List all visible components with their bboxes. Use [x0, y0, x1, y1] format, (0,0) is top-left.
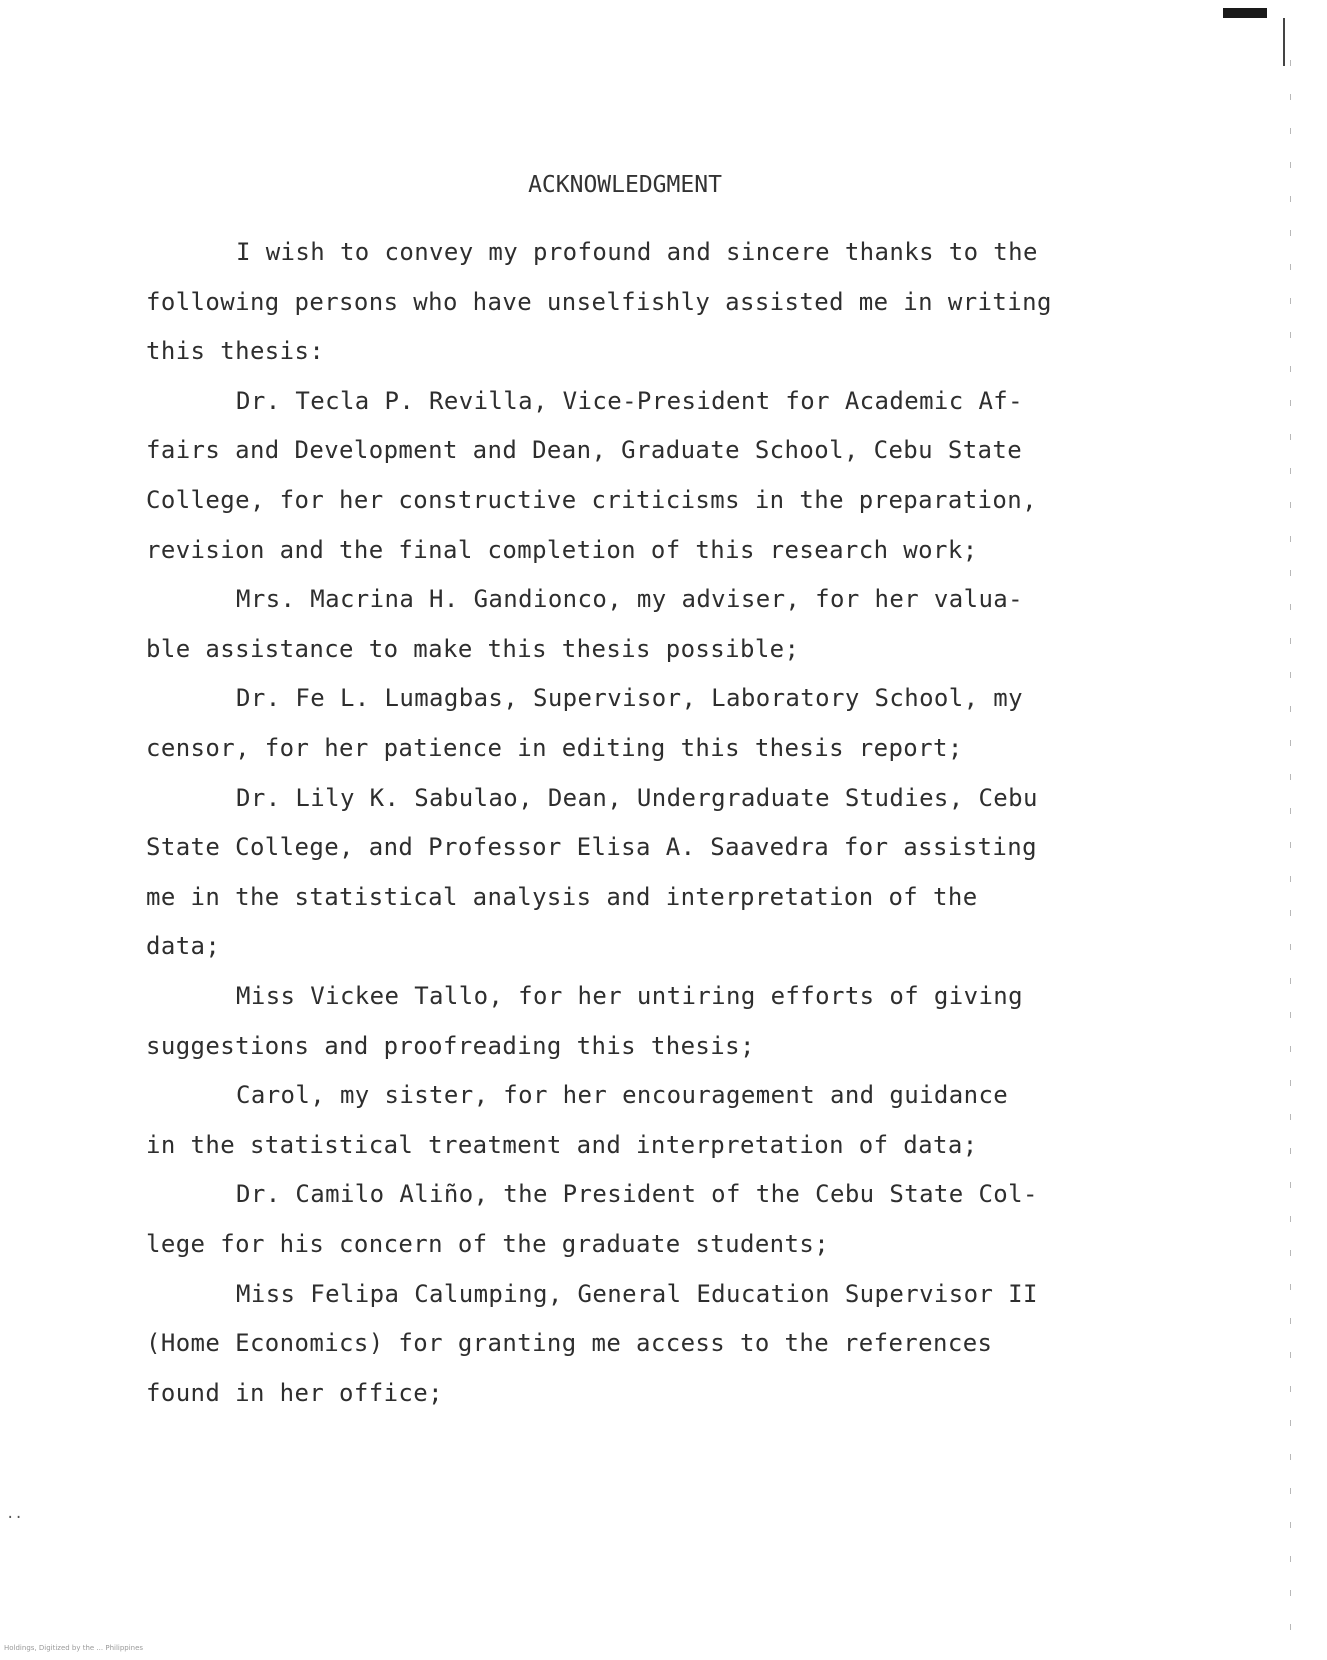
text-line: Dr. Fe L. Lumagbas, Supervisor, Laboratory School, my — [236, 684, 1024, 713]
text-line: College, for her constructive criticisms in the preparation, — [146, 486, 1037, 514]
text-line: Mrs. Macrina H. Gandionco, my adviser, for her valua- — [236, 585, 1024, 614]
text-line: fairs and Development and Dean, Graduate School, Cebu State — [146, 436, 1023, 465]
text-line: me in the statistical analysis and interpretation of the — [146, 882, 978, 911]
text-line: suggestions and proofreading this thesis; — [146, 1031, 755, 1060]
binding-dashed-edge — [1290, 60, 1291, 1640]
text-line: I wish to convey my profound and sincere thanks to the — [236, 238, 1038, 266]
text-line: (Home Economics) for granting me access to the references — [146, 1329, 993, 1358]
text-line: Dr. Camilo Aliño, the President of the Cebu State Col- — [236, 1180, 1038, 1209]
page-title: ACKNOWLEDGMENT — [528, 172, 722, 198]
scan-footer-note: Holdings, Digitized by the ... Philippines — [4, 1644, 144, 1652]
text-line: in the statistical treatment and interpretation of data; — [146, 1130, 978, 1159]
text-line: following persons who have unselfishly assisted me in writing — [146, 287, 1052, 316]
text-line: State College, and Professor Elisa A. Saavedra for assisting — [146, 833, 1037, 862]
text-line: data; — [146, 932, 221, 961]
text-line: Miss Vickee Tallo, for her untiring efforts of giving — [236, 982, 1024, 1010]
text-line: ble assistance to make this thesis possible; — [146, 634, 800, 663]
text-line: censor, for her patience in editing this thesis report; — [146, 734, 963, 762]
binding-edge-line — [1283, 18, 1285, 66]
scan-dots: .. — [6, 1506, 23, 1522]
binding-mark — [1223, 8, 1267, 18]
text-line: found in her office; — [146, 1378, 443, 1407]
text-line: Dr. Lily K. Sabulao, Dean, Undergraduate Studies, Cebu — [236, 783, 1038, 812]
text-line: Carol, my sister, for her encouragement and guidance — [236, 1081, 1009, 1110]
text-line: Dr. Tecla P. Revilla, Vice-President for Academic Af- — [236, 386, 1024, 415]
text-line: lege for his concern of the graduate students; — [146, 1230, 830, 1258]
text-line: this thesis: — [146, 337, 325, 366]
text-line: Miss Felipa Calumping, General Education Supervisor II — [236, 1279, 1038, 1308]
text-line: revision and the final completion of this research work; — [146, 535, 978, 564]
